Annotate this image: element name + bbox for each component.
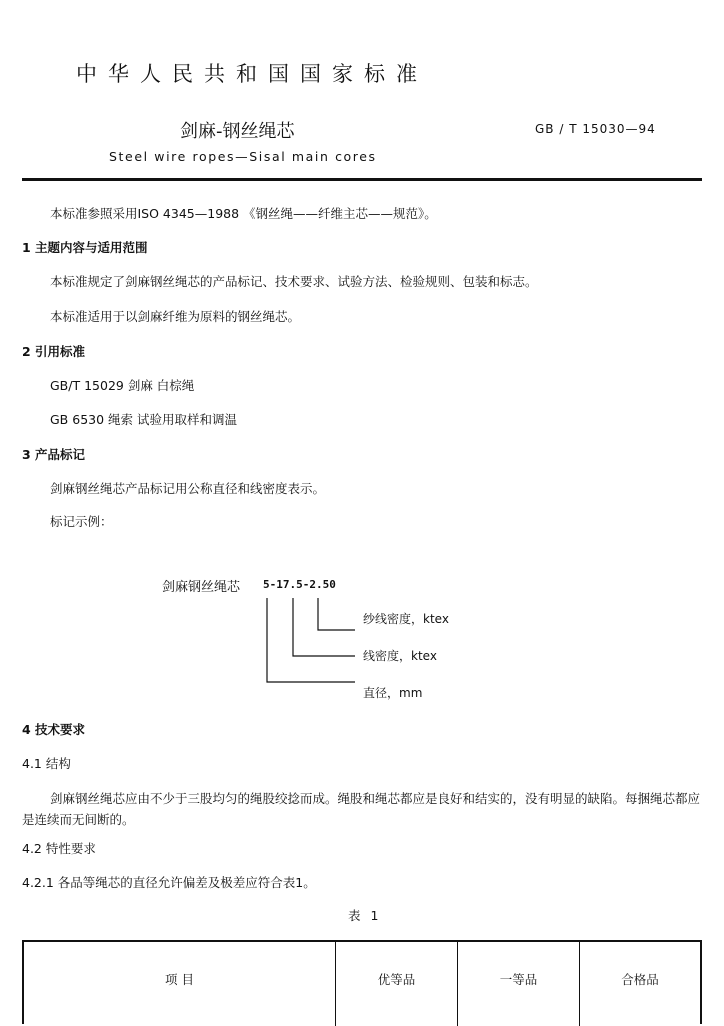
marking-example-diagram bbox=[150, 570, 510, 705]
section-3-paragraph-2: 标记示例： bbox=[50, 514, 113, 529]
intro-paragraph: 本标准参照采用ISO 4345—1988 《钢丝绳——纤维主芯——规范》。 bbox=[50, 206, 437, 221]
table-1-caption: 表 1 bbox=[348, 908, 382, 923]
national-standard-header: 中华人民共和国国家标准 bbox=[76, 62, 428, 86]
section-2-heading: 2 引用标准 bbox=[22, 344, 86, 359]
section-1-paragraph-2: 本标准适用于以剑麻纤维为原料的钢丝绳芯。 bbox=[50, 309, 301, 324]
marking-code: 5-17.5-2.50 bbox=[263, 578, 336, 591]
section-1-heading: 1 主题内容与适用范围 bbox=[22, 240, 148, 255]
header-rule bbox=[22, 178, 702, 181]
label-diameter: 直径，mm bbox=[363, 686, 423, 700]
label-yarn-density: 纱线密度，ktex bbox=[363, 612, 449, 626]
section-4-2-1-paragraph: 4.2.1 各品等绳芯的直径允许偏差及极差应符合表1。 bbox=[22, 875, 316, 890]
label-linear-density: 线密度，ktex bbox=[363, 649, 437, 663]
table-header-qualified: 合格品 bbox=[579, 942, 700, 1026]
standard-number: GB / T 15030—94 bbox=[535, 122, 656, 136]
table-header-first-grade: 一等品 bbox=[457, 942, 579, 1026]
table-header-superior: 优等品 bbox=[335, 942, 457, 1026]
table-header-item: 项 目 bbox=[165, 972, 194, 987]
reference-1: GB/T 15029 剑麻 白棕绳 bbox=[50, 378, 195, 393]
section-3-heading: 3 产品标记 bbox=[22, 447, 86, 462]
marking-product-name: 剑麻钢丝绳芯 bbox=[162, 580, 241, 595]
section-4-1-paragraph: 剑麻钢丝绳芯应由不少于三股均匀的绳股绞捻而成。绳股和绳芯都应是良好和结实的，没有明显的缺陷。每捆绳芯都应是连续而无间断的。 bbox=[22, 791, 701, 827]
section-3-paragraph-1: 剑麻钢丝绳芯产品标记用公称直径和线密度表示。 bbox=[50, 481, 326, 496]
standard-title-en: Steel wire ropes—Sisal main cores bbox=[109, 149, 377, 164]
section-1-paragraph-1: 本标准规定了剑麻钢丝绳芯的产品标记、技术要求、试验方法、检验规则、包装和标志。 bbox=[50, 274, 538, 289]
section-4-heading: 4 技术要求 bbox=[22, 722, 86, 737]
section-4-2-heading: 4.2 特性要求 bbox=[22, 841, 96, 856]
table-1 bbox=[22, 940, 702, 1024]
section-4-1-heading: 4.1 结构 bbox=[22, 756, 71, 771]
standard-title-cn: 剑麻-钢丝绳芯 bbox=[180, 121, 295, 142]
reference-2: GB 6530 绳索 试验用取样和调温 bbox=[50, 412, 237, 427]
